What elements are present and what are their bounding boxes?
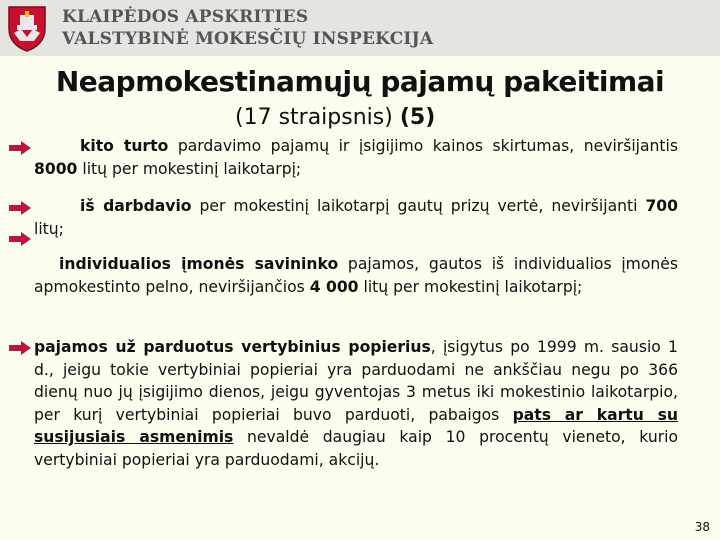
item-text: pardavimo pajamų ir įsigijimo kainos skirtumas, neviršijantis bbox=[168, 137, 678, 155]
item-bold: individualios įmonės savininko bbox=[59, 255, 339, 273]
item-bold: pajamos už parduotus vertybinius popierius bbox=[34, 338, 431, 356]
item-amount: 4 000 bbox=[309, 277, 359, 296]
page-title: Neapmokestinamųjų pajamų pakeitimai bbox=[55, 65, 665, 98]
arrow-bullet-icon bbox=[8, 141, 32, 155]
list-item bbox=[34, 253, 678, 298]
item-text-2: litų per mokestinį laikotarpį; bbox=[358, 277, 583, 296]
item-text: pajamos, gautos iš individualios įmonės apmokestinto pelno, neviršijančios bbox=[34, 255, 678, 296]
item-text-2: nevaldė daugiau kaip 10 procentų vieneto, kurio vertybiniai popieriai yra parduodami, akcijų. bbox=[34, 428, 678, 469]
arrow-bullet-icon bbox=[8, 232, 32, 246]
arrow-bullet-icon bbox=[8, 201, 32, 215]
list-item bbox=[34, 195, 678, 240]
subtitle-number: (5) bbox=[399, 105, 436, 130]
page-subtitle bbox=[235, 103, 435, 133]
header-bar bbox=[0, 0, 720, 56]
org-line-2: VALSTYBINĖ MOKESČIŲ INSPEKCIJA bbox=[62, 29, 434, 49]
item-underlined: pats ar kartu su susijusiais asmenimis bbox=[34, 405, 678, 446]
item-bold: kito turto bbox=[80, 137, 169, 155]
item-text: , įsigytus po 1999 m. sausio 1 d., jeigu tokie vertybiniai popieriai yra parduodami ne ankščiau negu po 366 dienų nuo jų įsigijimo dienos, jeigu gyventojas 3 metus iki mokestinio laikotarpio, per kurį vertybiniai popieriai buvo parduoti, pabaigos bbox=[34, 338, 678, 424]
list-item bbox=[34, 135, 678, 180]
list-item bbox=[34, 336, 678, 471]
item-text-2: litų per mokestinį laikotarpį; bbox=[77, 159, 302, 178]
item-text: per mokestinį laikotarpį gautų prizų vertė, neviršijanti bbox=[191, 197, 646, 215]
item-text-2: litų; bbox=[34, 219, 64, 238]
coat-of-arms-icon bbox=[4, 3, 50, 53]
item-amount: 8000 bbox=[34, 159, 78, 178]
arrow-bullet-icon bbox=[8, 341, 32, 355]
org-line-1: KLAIPĖDOS APSKRITIES bbox=[62, 7, 309, 27]
item-amount: 700 bbox=[645, 197, 678, 215]
organization-name bbox=[62, 6, 433, 50]
subtitle-text: (17 straipsnis) bbox=[235, 105, 400, 130]
item-bold: iš darbdavio bbox=[80, 197, 192, 215]
page-number: 38 bbox=[694, 520, 710, 534]
